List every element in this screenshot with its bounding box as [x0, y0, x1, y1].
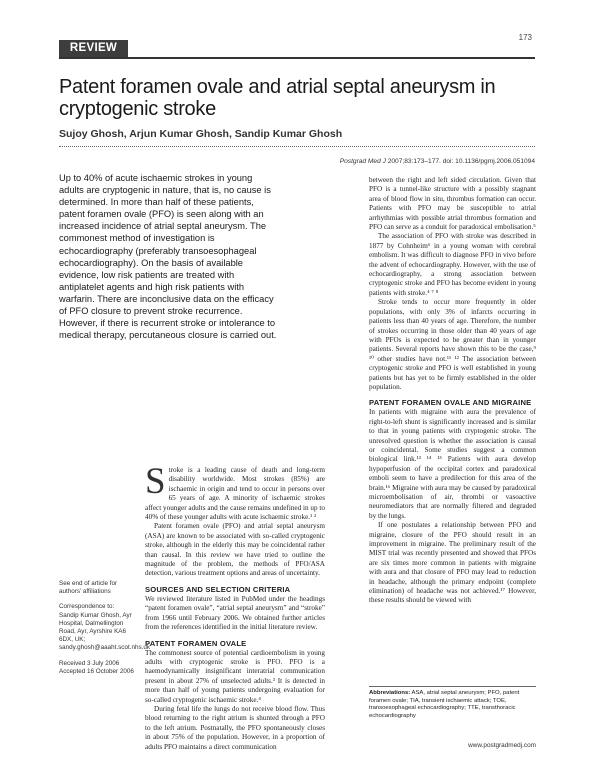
abstract: Up to 40% of acute ischaemic strokes in young adults are cryptogenic in nature, that is, no cause is determined. In more than half of these patients, patent foramen ovale (PFO) is seen along with an increased incidence of atrial septal aneurysm. The commonest method of investigation is echocardiography (preferably transoesophageal echocardiography). On the basis of available evidence, low risk patients are treated with antiplatelet agents and high risk patients with warfarin. There are inconclusive data on the efficacy of PFO closure to prevent stroke recurrence. However, if there is recurrent stroke or intolerance to medical therapy, percutaneous closure is carried out. [59, 173, 277, 341]
citation-details: 2007;83:173–177. doi: 10.1136/pgmj.2006.051094 [385, 158, 535, 165]
intro-paragraph-2: Patent foramen ovale (PFO) and atrial septal aneurysm (ASA) are known to be associated with so-called cryptogenic stroke, although in the elderly this may be coincidental rather than causal. In this review we have tried to outline the magnitude of the problem, the methods of PFO/ASA detection, various treatment options and areas of uncertainty. [145, 522, 325, 578]
migraine-paragraph-2: If one postulates a relationship between PFO and migraine, closure of the PFO should result in an improvement in migraine. The preliminary result of the MIST trial was recently presented and showed that PFOs are six times more common in patients with migraine with aura and that closure of PFO may lead to reduction in headache, although the primary endpoint (complete elimination) of headache was not achieved.¹⁷ However, these results should be viewed with [369, 521, 536, 605]
intro-paragraph-1-text: troke is a leading cause of death and long-term disability worldwide. Most strokes (85%) are ischaemic in origin and tend to occur in persons over 65 years of age. A minority of ischaemic strokes affect younger adults and the cause remains undefined in up to 40% of these younger adults with acute ischaemic stroke.¹ ² [145, 466, 325, 522]
footer-url: www.postgradmedj.com [468, 742, 536, 749]
article-sidebar [59, 580, 150, 683]
pfo-paragraph-1: The commonest source of potential cardioembolism in young adults with cryptogenic stroke is PFO. PFO is a haemodynamically insignificant interatrial communication present in about 27% of unselected adults.³ It is detected in more than half of young patients undergoing evaluation for so-called cryptogenic ischaemic stroke.⁴ [145, 648, 325, 704]
abbreviations-text: ASA, atrial septal aneurysm; PFO, patent foramen ovale; TIA, transient ischaemic attack; TOE, transoesophageal echocardiography; TTE, transthoracic echocardiography [369, 690, 520, 719]
dotted-divider [59, 146, 535, 147]
intro-paragraph-1 [145, 461, 325, 522]
abbreviations-label: Abbreviations: [369, 690, 411, 696]
migraine-paragraph-1: In patients with migraine with aura the prevalence of right-to-left shunt is significantly increased and is similar to that in young patients with cryptogenic stroke. The unresolved question is whether the association is causal or coincidental. Some studies suggest a common biological link.¹³ ¹⁴ ¹⁵ Patients with aura develop hypoperfusion of the occipital cortex and paradoxical emboli seem to have a predilection for this area of the brain.¹⁶ Migraine with aura may be caused by paradoxical microembolisation of air, thrombi or vasoactive neuromediators that are normally filtered and degraded by the lungs. [369, 408, 536, 520]
correspondence-block [59, 603, 150, 652]
heading-pfo: PATENT FORAMEN OVALE [145, 638, 247, 648]
citation-journal: Postgrad Med J [339, 158, 386, 165]
affiliations-note: See end of article for authors’ affiliations [59, 580, 118, 596]
continued-paragraph-3: Stroke tends to occur more frequently in older populations, with only 3% of infarcts occurring in patients less than 40 years of age. Therefore, the number of strokes occurring in those older than 40 years of age with PFOs is expected to be greater than in younger patients. Several reports have shown this to be the case,⁹ ¹⁰ other studies have not.¹¹ ¹² The association between cryptogenic stroke and PFO is well established in young patients but has yet to be firmly established in the older population. [369, 298, 536, 391]
correspondence-label: Correspondence to: [59, 603, 115, 611]
section-divider [59, 57, 535, 59]
sources-paragraph: We reviewed literature listed in PubMed under the headings “patent foramen ovale”, “atrial septal aneurysm” and “stroke” from 1966 until February 2006. We obtained further articles from the references identified in the initial literature review. [145, 594, 325, 632]
heading-migraine: PATENT FORAMEN OVALE AND MIGRAINE [369, 398, 532, 408]
heading-sources: SOURCES AND SELECTION CRITERIA [145, 584, 291, 594]
continued-paragraph-2: The association of PFO with stroke was described in 1877 by Cohnheim⁶ in a young woman with cerebral embolism. It was difficult to diagnose PFO in vivo before the advent of echocardiography. However, with the use of echocardiography, a strong association between cryptogenic stroke and PFO has become evident in young patients with stroke.⁴ ⁷ ⁸ [369, 232, 536, 297]
pfo-paragraph-2: During fetal life the lungs do not receive blood flow. Thus blood returning to the right atrium is shunted through a PFO to the left atrium. Postnatally, the PFO spontaneously closes in about 75% of the population. However, in a proportion of adults PFO maintains a direct communication [145, 704, 325, 751]
section-badge: REVIEW [59, 40, 128, 57]
page-number: 173 [518, 33, 532, 42]
continued-paragraph-1: between the right and left sided circulation. Given that PFO is a tunnel-like structure with a possibly stagnant area of blood flow in situ, thrombus formation can occur. Patients with PFO may be susceptible to atrial arrhythmias with possible atrial thrombus formation and PFO can serve as a conduit for paradoxical embolisation.⁵ [369, 176, 536, 232]
drop-cap: S [145, 461, 166, 502]
citation-line [290, 158, 535, 165]
body-column-middle [145, 461, 325, 752]
abbreviations-divider [369, 686, 536, 687]
body-column-right [369, 176, 536, 606]
dates-block [59, 660, 137, 676]
author-list: Sujoy Ghosh, Arjun Kumar Ghosh, Sandip Kumar Ghosh [59, 128, 343, 140]
abbreviations-box [369, 690, 536, 720]
correspondence-address: Sandip Kumar Ghosh, Ayr Hospital, Dalmellington Road, Ayr, Ayrshire KA6 6DX, UK; sandy.ghosh@aaaht.scot.nhs.uk [59, 611, 150, 652]
received-date: Received 3 July 2006 [59, 659, 120, 667]
article-title: Patent foramen ovale and atrial septal aneurysm in cryptogenic stroke [59, 76, 496, 120]
accepted-date: Accepted 16 October 2006 [59, 667, 134, 675]
